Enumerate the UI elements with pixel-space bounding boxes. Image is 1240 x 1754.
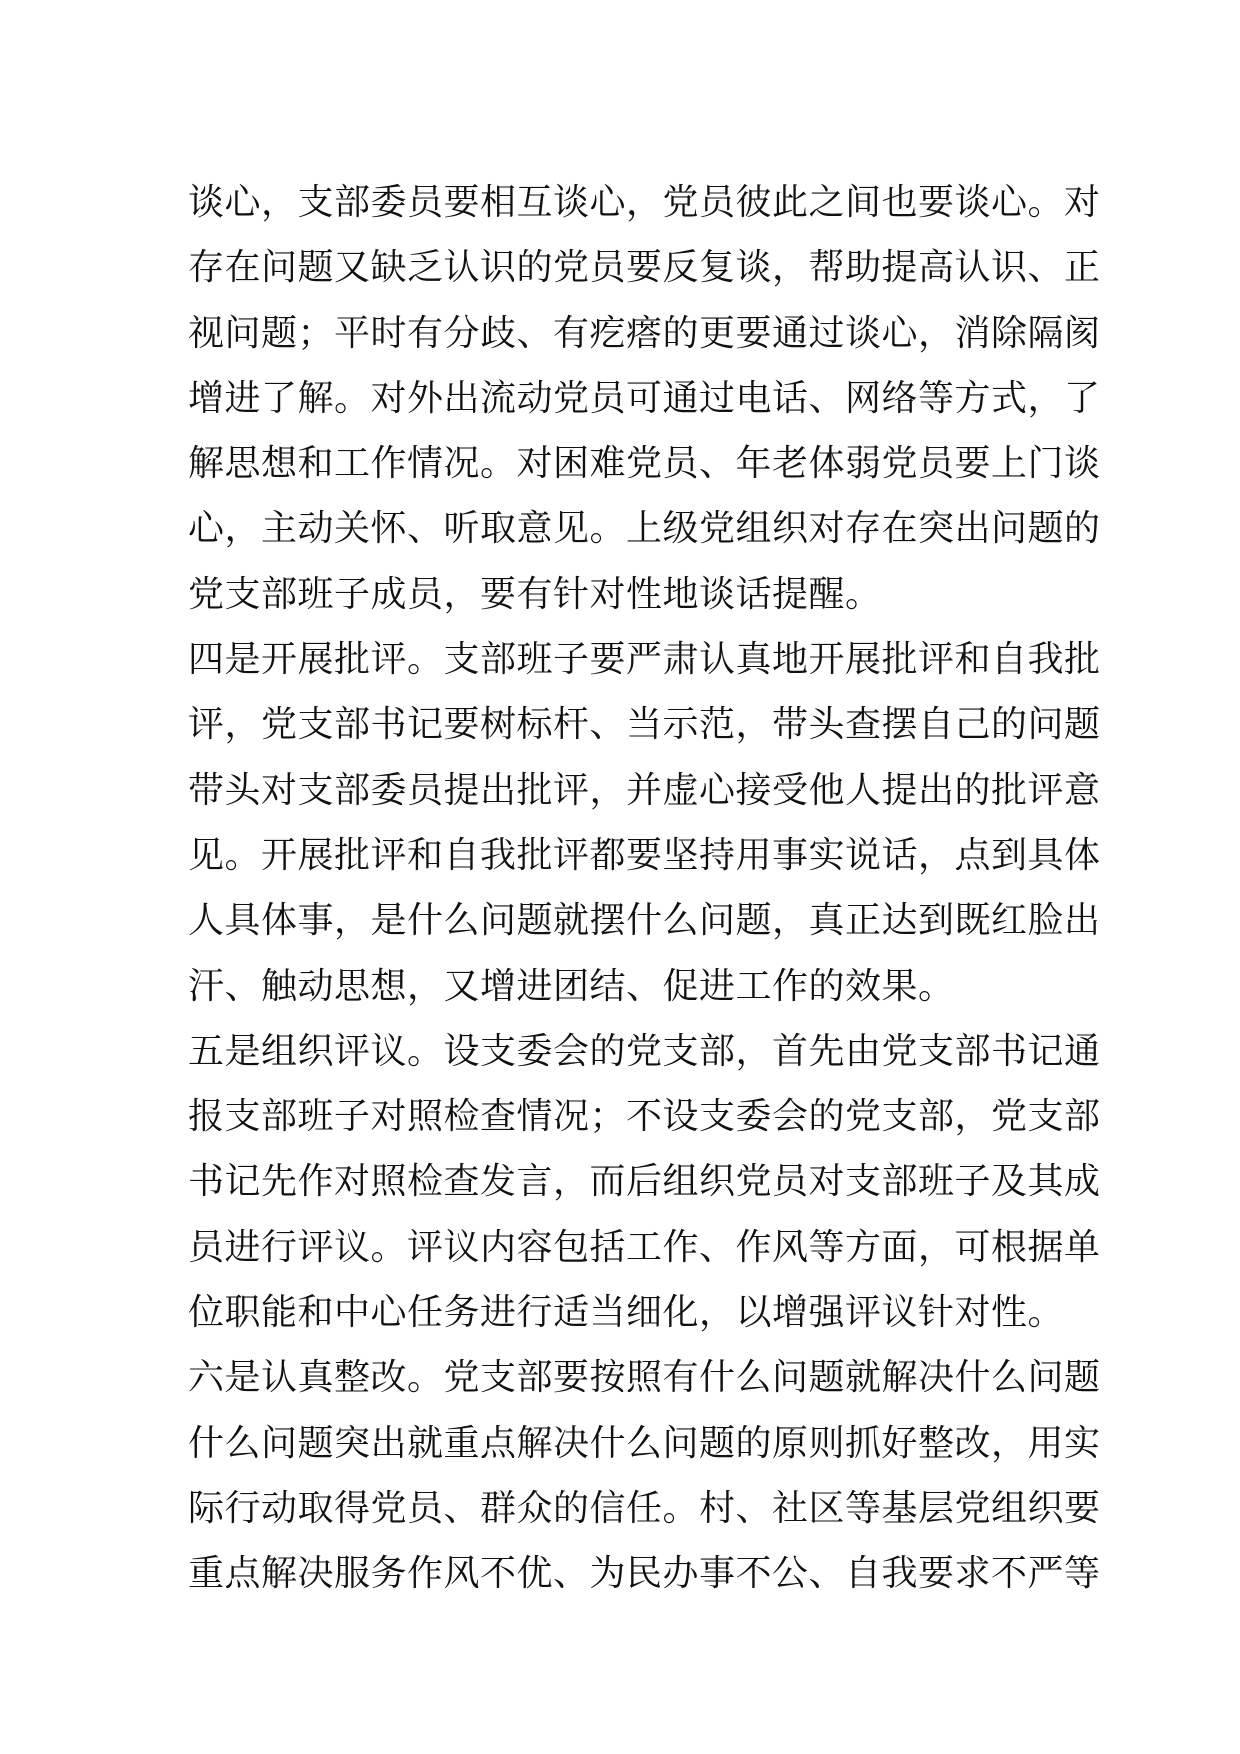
text-line: 谈心，支部委员要相互谈心，党员彼此之间也要谈心。对 xyxy=(188,182,1101,223)
text-line: 四是开展批评。支部班子要严肃认真地开展批评和自我批 xyxy=(188,639,1101,681)
text-line: 带头对支部委员提出批评，并虚心接受他人提出的批评意 xyxy=(188,769,1101,811)
text-line: 见。开展批评和自我批评都要坚持用事实说话，点到具体 xyxy=(188,834,1101,876)
text-line: 位职能和中心任务进行适当细化，以增强评议针对性。 xyxy=(188,1292,1065,1334)
text-line: 际行动取得党员、群众的信任。村、社区等基层党组织要 xyxy=(188,1487,1101,1529)
text-line: 人具体事，是什么问题就摆什么问题，真正达到既红脸出 xyxy=(188,900,1101,942)
text-line: 汗、触动思想，又增进团结、促进工作的效果。 xyxy=(188,965,955,1007)
text-line: 报支部班子对照检查情况；不设支委会的党支部，党支部 xyxy=(188,1096,1101,1138)
text-line: 视问题；平时有分歧、有疙瘩的更要通过谈心，消除隔阂 xyxy=(188,312,1101,354)
text-line: 党支部班子成员，要有针对性地谈话提醒。 xyxy=(188,573,882,615)
text-line: 解思想和工作情况。对困难党员、年老体弱党员要上门谈 xyxy=(188,443,1101,485)
text-line: 重点解决服务作风不优、为民办事不公、自我要求不严等 xyxy=(188,1553,1101,1595)
text-line: 员进行评议。评议内容包括工作、作风等方面，可根据单 xyxy=(188,1226,1101,1268)
text-line: 评，党支部书记要树标杆、当示范，带头查摆自己的问题 xyxy=(188,704,1101,746)
text-line: 增进了解。对外出流动党员可通过电话、网络等方式，了 xyxy=(188,377,1101,419)
text-line: 书记先作对照检查发言，而后组织党员对支部班子及其成 xyxy=(188,1161,1101,1203)
text-line: 五是组织评议。设支委会的党支部，首先由党支部书记通 xyxy=(188,1030,1101,1072)
text-line: 什么问题突出就重点解决什么问题的原则抓好整改，用实 xyxy=(188,1422,1101,1464)
text-line: 存在问题又缺乏认识的党员要反复谈，帮助提高认识、正 xyxy=(188,247,1101,289)
text-line: 心，主动关怀、听取意见。上级党组织对存在突出问题的 xyxy=(188,508,1101,550)
body-text xyxy=(188,170,1101,1607)
text-line: 六是认真整改。党支部要按照有什么问题就解决什么问题 xyxy=(188,1357,1101,1399)
